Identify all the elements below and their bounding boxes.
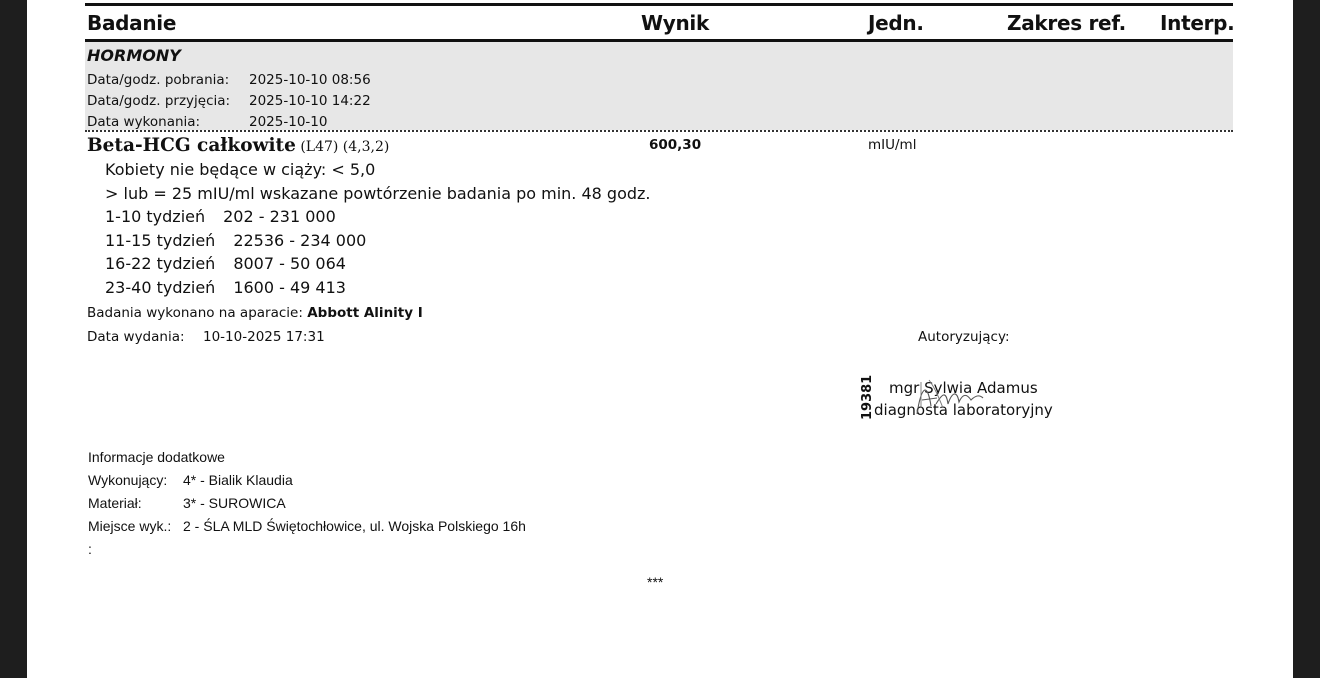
performer-line <box>88 472 293 488</box>
performed-label: Data wykonania: <box>87 114 201 130</box>
ref-period: 16-22 tydzień <box>105 254 216 273</box>
column-header-range: Zakres ref. <box>1007 11 1126 35</box>
place-line <box>88 518 526 534</box>
section-title: HORMONY <box>87 46 181 65</box>
additional-trailing: : <box>88 541 92 557</box>
stamp-number: 19381 <box>860 374 875 420</box>
ref-range: 1600 - 49 413 <box>233 278 346 297</box>
test-name: Beta-HCG całkowite <box>87 135 296 156</box>
ref-line <box>105 254 346 273</box>
material-value: 3* - SUROWICA <box>183 495 286 511</box>
header-top-rule <box>85 3 1233 6</box>
column-header-interp: Interp. <box>1160 11 1235 35</box>
material-label: Materiał: <box>88 495 142 511</box>
device-line <box>87 305 423 321</box>
signer-name: mgr Sylwia Adamus <box>889 379 1038 397</box>
end-marker: *** <box>647 574 664 590</box>
device-value: Abbott Alinity I <box>307 305 423 321</box>
performer-label: Wykonujący: <box>88 472 168 488</box>
signer-role: diagnosta laboratoryjny <box>874 401 1053 419</box>
place-value: 2 - ŚLA MLD Świętochłowice, ul. Wojska Polskiego 16h <box>183 518 526 534</box>
material-line <box>88 495 286 511</box>
issue-date-value: 10-10-2025 17:31 <box>203 329 325 345</box>
ref-range: 22536 - 234 000 <box>233 231 367 250</box>
test-row <box>87 135 389 156</box>
authorizing-label: Autoryzujący: <box>918 329 1010 345</box>
ref-period: 1-10 tydzień <box>105 207 206 226</box>
ref-note-repeat: > lub = 25 mIU/ml wskazane powtórzenie badania po min. 48 godz. <box>105 184 651 203</box>
section-divider <box>85 130 1233 132</box>
test-result: 600,30 <box>649 137 702 153</box>
performed-value: 2025-10-10 <box>249 114 328 130</box>
additional-title: Informacje dodatkowe <box>88 449 225 465</box>
ref-range: 202 - 231 000 <box>223 207 336 226</box>
ref-period: 11-15 tydzień <box>105 231 216 250</box>
test-unit: mIU/ml <box>868 137 917 153</box>
ref-line <box>105 231 366 250</box>
collected-value: 2025-10-10 08:56 <box>249 72 371 88</box>
ref-line <box>105 278 346 297</box>
handwritten-signature <box>905 374 985 422</box>
performer-value: 4* - Bialik Klaudia <box>183 472 293 488</box>
received-label: Data/godz. przyjęcia: <box>87 93 231 109</box>
device-label: Badania wykonano na aparacie: <box>87 305 303 321</box>
test-code: (L47) (4,3,2) <box>300 139 390 155</box>
ref-period: 23-40 tydzień <box>105 278 216 297</box>
ref-note-nonpregnant: Kobiety nie będące w ciąży: < 5,0 <box>105 160 376 179</box>
ref-line <box>105 207 336 226</box>
ref-range: 8007 - 50 064 <box>233 254 346 273</box>
column-header-unit: Jedn. <box>868 11 924 35</box>
issue-date-label: Data wydania: <box>87 329 185 345</box>
place-label: Miejsce wyk.: <box>88 518 172 534</box>
column-header-result: Wynik <box>641 11 709 35</box>
received-value: 2025-10-10 14:22 <box>249 93 371 109</box>
column-header-test: Badanie <box>87 11 177 35</box>
collected-label: Data/godz. pobrania: <box>87 72 230 88</box>
